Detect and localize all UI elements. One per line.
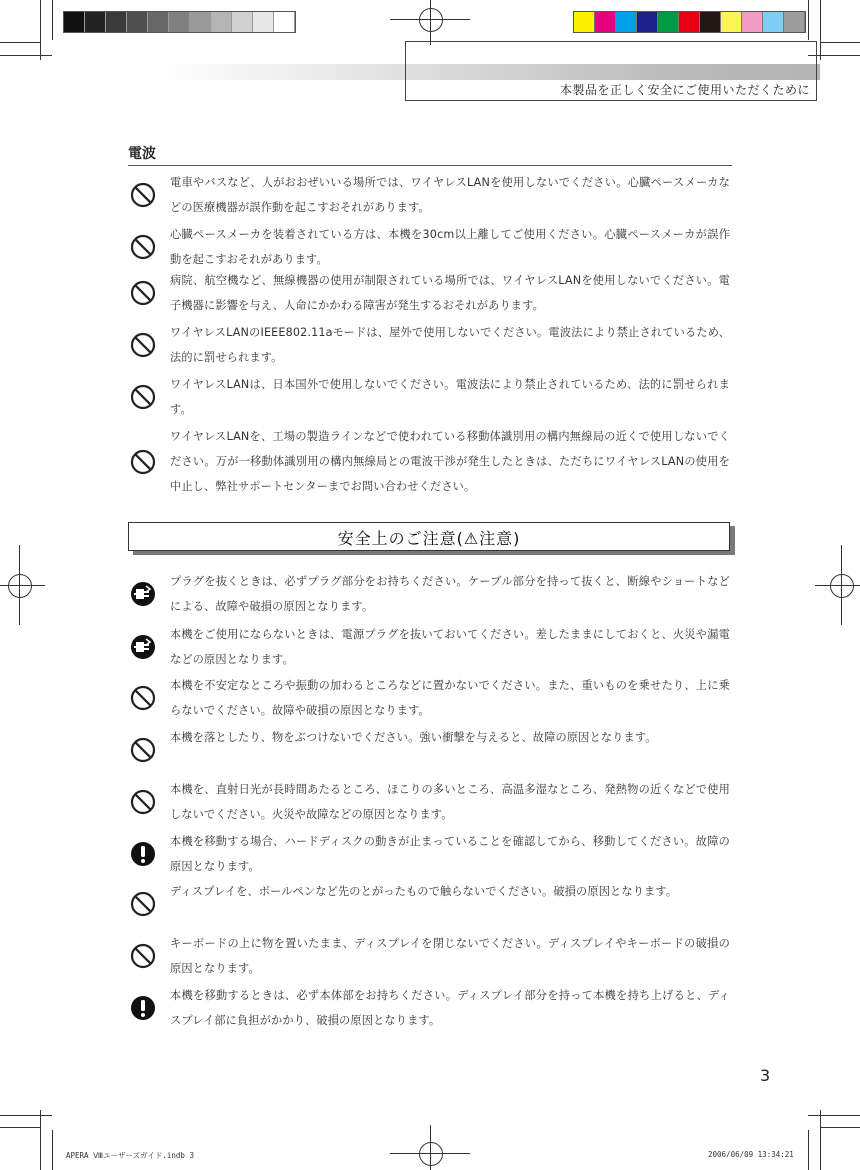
warning-item — [128, 320, 734, 370]
warning-item — [128, 931, 734, 981]
warning-text: 本機を、直射日光が長時間あたるところ、ほこりの多いところ、高温多湿なところ、発熱物の近くなどで使用しないでください。火災や故障などの原因となります。 — [170, 783, 730, 821]
gray-swatch — [274, 12, 295, 32]
warning-item — [128, 569, 734, 619]
warning-item — [128, 222, 734, 272]
warning-item — [128, 268, 734, 318]
prohibited-icon — [130, 891, 156, 917]
gray-swatch — [211, 12, 232, 32]
warning-text: 本機を不安定なところや振動の加わるところなどに置かないでください。また、重いものを乗せたり、上に乗らないでください。故障や破損の原因となります。 — [170, 679, 730, 717]
gray-swatch — [148, 12, 169, 32]
registration-mark-right — [830, 574, 854, 598]
caution-banner — [128, 522, 730, 551]
prohibited-icon — [130, 685, 156, 711]
warning-item — [128, 879, 734, 929]
prohibited-icon — [130, 332, 156, 358]
prohibited-icon — [130, 384, 156, 410]
color-swatch — [742, 12, 763, 32]
color-swatch — [658, 12, 679, 32]
warning-text: 本機をご使用にならないときは、電源プラグを抜いておいてください。差したままにしておくと、火災や漏電などの原因となります。 — [170, 628, 730, 666]
prohibited-icon — [130, 182, 156, 208]
gray-swatch — [169, 12, 190, 32]
registration-mark-left — [8, 574, 32, 598]
warning-text: プラグを抜くときは、必ずプラグ部分をお持ちください。ケーブル部分を持って抜くと、断線やショートなどによる、故障や破損の原因となります。 — [170, 575, 730, 613]
color-bar — [573, 11, 806, 33]
warning-item — [128, 673, 734, 723]
mandatory-icon — [130, 841, 156, 867]
warning-text: 本機を移動するときは、必ず本体部をお持ちください。ディスプレイ部分を持って本機を持ち上げると、ディスプレイ部に負担がかかり、破損の原因となります。 — [170, 989, 730, 1027]
prohibited-icon — [130, 737, 156, 763]
gray-swatch — [106, 12, 127, 32]
caution-banner-title: 安全上のご注意(⚠注意) — [337, 529, 521, 548]
mandatory-icon — [130, 995, 156, 1021]
header-title: 本製品を正しく安全にご使用いただくために — [559, 83, 810, 97]
warning-text: 本機を落としたり、物をぶつけないでください。強い衝撃を与えると、故障の原因となります。 — [170, 731, 657, 744]
gray-swatch — [64, 12, 85, 32]
color-swatch — [616, 12, 637, 32]
warning-item — [128, 829, 734, 879]
warning-text: ワイヤレスLANは、日本国外で使用しないでください。電波法により禁止されているため、法的に罰せられます。 — [170, 378, 730, 416]
warning-item — [128, 170, 734, 220]
warning-text: ワイヤレスLANを、工場の製造ラインなどで使われている移動体識別用の構内無線局の近くで使用しないでください。万が一移動体識別用の構内無線局との電波干渉が発生したときは、ただちにワイヤレスLANの使用を中止し、弊社サポートセンターまでお問い合わせください。 — [170, 430, 730, 493]
warning-text: 電車やバスなど、人がおおぜいいる場所では、ワイヤレスLANを使用しないでください。心臓ペースメーカなどの医療機器が誤作動を起こすおそれがあります。 — [170, 176, 730, 214]
page-number: 3 — [760, 1066, 771, 1085]
section-title-radio: 電波 — [128, 143, 732, 166]
warning-item — [128, 983, 734, 1033]
color-swatch — [595, 12, 616, 32]
warning-text: ワイヤレスLANのIEEE802.11aモードは、屋外で使用しないでください。電波法により禁止されているため、法的に罰せられます。 — [170, 326, 730, 364]
unplug-icon — [130, 581, 156, 607]
warning-item — [128, 372, 734, 422]
warning-text: 本機を移動する場合、ハードディスクの動きが止まっていることを確認してから、移動してください。故障の原因となります。 — [170, 835, 730, 873]
warning-text: 病院、航空機など、無線機器の使用が制限されている場所では、ワイヤレスLANを使用しないでください。電子機器に影響を与え、人命にかかわる障害が発生するおそれがあります。 — [170, 274, 730, 312]
gray-swatch — [127, 12, 148, 32]
color-swatch — [721, 12, 742, 32]
warning-item — [128, 725, 734, 775]
prohibited-icon — [130, 280, 156, 306]
gray-swatch — [253, 12, 274, 32]
warning-text: ディスプレイを、ボールペンなど先のとがったもので触らないでください。破損の原因となります。 — [170, 885, 678, 898]
gray-swatch — [190, 12, 211, 32]
warning-item — [128, 424, 734, 499]
footer-timestamp: 2006/06/09 13:34:21 — [708, 1150, 794, 1159]
color-swatch — [784, 12, 805, 32]
prohibited-icon — [130, 449, 156, 475]
color-swatch — [763, 12, 784, 32]
gray-swatch — [85, 12, 106, 32]
registration-mark-bottom — [419, 1142, 443, 1166]
prohibited-icon — [130, 789, 156, 815]
prohibited-icon — [130, 234, 156, 260]
header-box — [405, 41, 817, 101]
color-swatch — [679, 12, 700, 32]
warning-text: キーボードの上に物を置いたまま、ディスプレイを閉じないでください。ディスプレイやキーボードの破損の原因となります。 — [170, 937, 730, 975]
color-swatch — [637, 12, 658, 32]
unplug-icon — [130, 634, 156, 660]
registration-mark-top — [419, 8, 443, 32]
warning-item — [128, 777, 734, 827]
prohibited-icon — [130, 943, 156, 969]
warning-item — [128, 622, 734, 672]
color-swatch — [574, 12, 595, 32]
warning-text: 心臓ペースメーカを装着されている方は、本機を30cm以上離してご使用ください。心臓ペースメーカが誤作動を起こすおそれがあります。 — [170, 228, 730, 266]
footer-file-info: APERA Ⅷユーザーズガイド.indb 3 — [66, 1151, 194, 1160]
grayscale-bar — [63, 11, 296, 33]
color-swatch — [700, 12, 721, 32]
gray-swatch — [232, 12, 253, 32]
